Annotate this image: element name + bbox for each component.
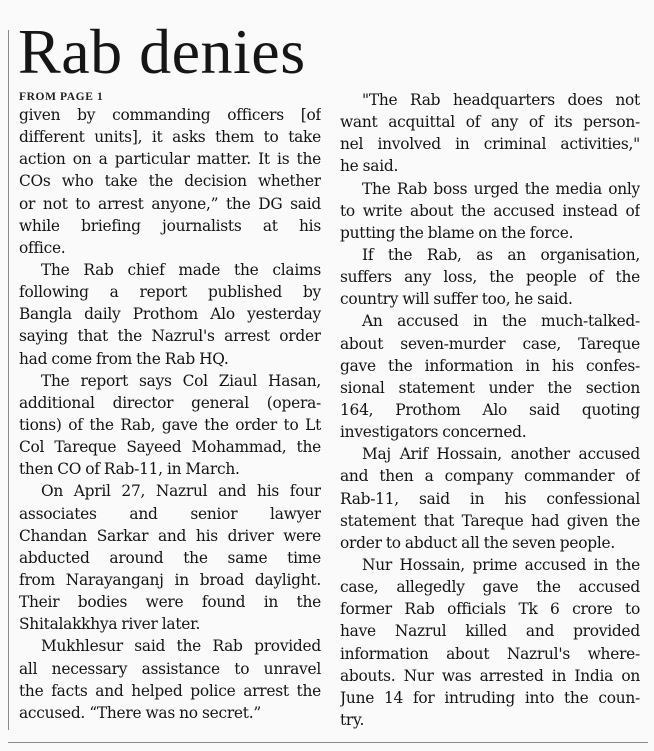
text-line: abducted around the same time xyxy=(19,548,321,567)
text-line: Col Tareque Sayeed Mohammad, the xyxy=(19,438,321,457)
text-line: while briefing journalists at his xyxy=(19,216,321,235)
text-line: On April 27, Nazrul and his four xyxy=(41,482,321,501)
article-column-left xyxy=(19,104,321,724)
text-line: gave the information in his confes- xyxy=(340,356,640,375)
text-line: from Narayanganj in broad daylight. xyxy=(19,570,321,589)
text-line: The Rab chief made the claims xyxy=(41,260,321,279)
text-line: all necessary assistance to unravel xyxy=(19,659,321,678)
text-line: information about Nazrul's where- xyxy=(340,644,640,663)
text-line: Chandan Sarkar and his driver were xyxy=(19,526,321,545)
text-line: Bangla daily Prothom Alo yesterday xyxy=(19,305,321,324)
text-line: action on a particular matter. It is the xyxy=(19,150,321,169)
text-line: abouts. Nur was arrested in India on xyxy=(340,666,640,685)
text-line: the facts and helped police arrest the xyxy=(19,681,321,700)
headline: Rab denies xyxy=(18,16,306,87)
text-line: nel involved in criminal activities," xyxy=(340,135,640,154)
text-line: Nur Hossain, prime accused in the xyxy=(362,555,640,574)
text-line: given by commanding officers [of xyxy=(19,106,321,124)
text-line: The report says Col Ziaul Hasan, xyxy=(41,371,321,390)
text-line: saying that the Nazrul's arrest order xyxy=(19,327,321,346)
text-line: have Nazrul killed and provided xyxy=(340,622,640,641)
text-line: then CO of Rab-11, in March. xyxy=(19,460,240,479)
text-line: country will suffer too, he said. xyxy=(340,290,573,309)
text-line: statement that Tareque had given the xyxy=(340,511,640,530)
text-line: investigators concerned. xyxy=(340,423,527,442)
text-line: associates and senior lawyer xyxy=(19,504,321,523)
continuation-kicker: FROM PAGE 1 xyxy=(19,91,104,103)
text-line: If the Rab, as an organisation, xyxy=(362,245,640,264)
text-line: case, allegedly gave the accused xyxy=(340,578,640,597)
text-line: he said. xyxy=(340,157,399,176)
text-line: and then a company commander of xyxy=(340,467,640,486)
text-line: Rab-11, said in his confessional xyxy=(340,489,640,508)
text-line: suffers any loss, the people of the xyxy=(340,268,640,287)
bottom-rule xyxy=(8,742,648,743)
text-line: sional statement under the section xyxy=(340,378,640,397)
text-line: try. xyxy=(340,710,365,729)
text-line: COs who take the decision whether xyxy=(19,172,321,191)
text-line: An accused in the much-talked- xyxy=(362,312,640,331)
text-line: Maj Arif Hossain, another accused xyxy=(362,445,640,464)
text-line: Shitalakkhya river later. xyxy=(19,615,201,634)
text-line: additional director general (opera- xyxy=(19,393,321,412)
text-line: "The Rab headquarters does not xyxy=(362,91,640,109)
text-line: tions) of the Rab, gave the order to Lt xyxy=(19,415,321,434)
text-line: about seven-murder case, Tareque xyxy=(340,334,640,353)
text-line: or not to arrest anyone,” the DG said xyxy=(19,194,321,213)
text-line: office. xyxy=(19,238,66,257)
text-line: Mukhlesur said the Rab provided xyxy=(41,637,321,656)
left-column-rule xyxy=(8,30,9,730)
text-line: order to abduct all the seven people. xyxy=(340,533,616,552)
text-line: had come from the Rab HQ. xyxy=(19,349,229,368)
text-line: different units], it asks them to take xyxy=(19,128,321,147)
text-line: to write about the accused instead of xyxy=(340,201,640,220)
text-line: accused. “There was no secret.” xyxy=(19,703,261,722)
text-line: June 14 for intruding into the coun- xyxy=(340,688,640,707)
text-line: putting the blame on the force. xyxy=(340,223,574,242)
text-line: 164, Prothom Alo said quoting xyxy=(340,400,640,419)
text-line: The Rab boss urged the media only xyxy=(362,179,640,198)
text-line: Their bodies were found in the xyxy=(19,593,321,612)
text-line: former Rab officials Tk 6 crore to xyxy=(340,600,640,619)
article-column-right xyxy=(340,89,640,731)
text-line: want acquittal of any of its person- xyxy=(340,113,640,132)
text-line: following a report published by xyxy=(19,283,321,302)
